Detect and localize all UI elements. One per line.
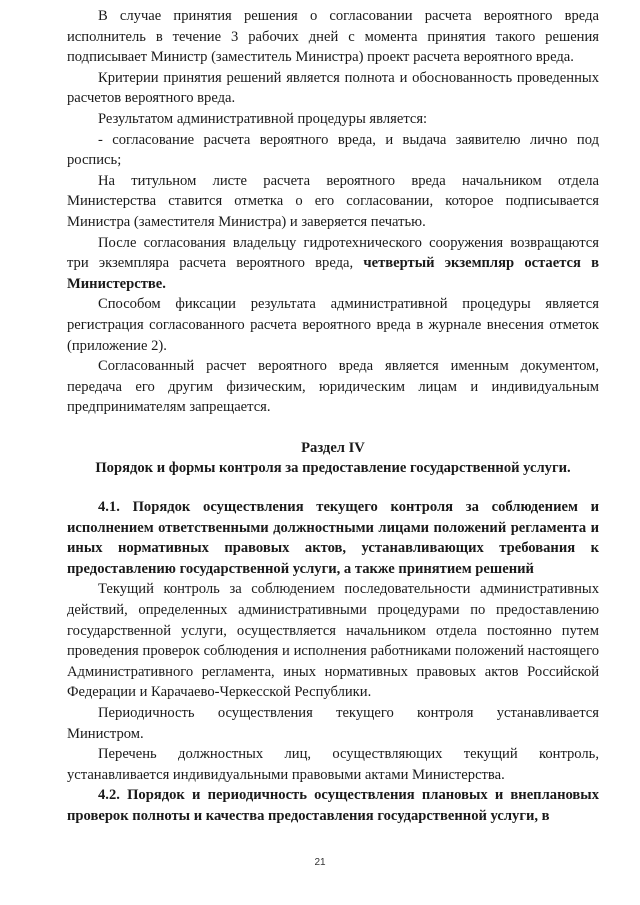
paragraph-approval-signing: В случае принятия решения о согласовании расчета вероятного вреда исполнитель в течение 3 рабочих дней с момента принятия такого решения подписывает Министр (заместитель Министра) проект расчета вероятного вреда. xyxy=(67,8,599,66)
page-number: 21 xyxy=(314,857,326,868)
paragraph-control-periodicity: Периодичность осуществления текущего контроля устанавливается Министром. xyxy=(67,705,599,742)
paragraph-copies-returned xyxy=(67,233,599,295)
paragraph-decision-criteria: Критерии принятия решений является полнота и обоснованность проведенных расчетов вероятного вреда. xyxy=(67,69,599,107)
section-title: Раздел IV xyxy=(301,439,365,456)
fourth-copy-note: четвертый экземпляр остается в Министерстве. xyxy=(67,255,599,292)
paragraph-current-control: Текущий контроль за соблюдением последовательности административных действий, определенных административными процедурами по предоставлению государственной услуги, осуществляется начальником отдела постоянно путем проведения проверок соблюдения и исполнения работниками положений настоящего Административного регламента, иных нормативных правовых актов Российской Федерации и Карачаево-Черкесской Республики. xyxy=(67,581,599,701)
paragraph-result-fixation: Способом фиксации результата административной процедуры является регистрация согласованного расчета вероятного вреда в журнале внесения отметок (приложение 2). xyxy=(67,296,599,354)
paragraph-named-document: Согласованный расчет вероятного вреда является именным документом, передача его другим физическим, юридическим лицам и индивидуальным предпринимателям запрещается. xyxy=(67,358,599,416)
paragraph-procedure-result: Результатом административной процедуры является: xyxy=(98,110,428,127)
page-content xyxy=(67,6,599,827)
subsection-4-2-heading: 4.2. Порядок и периодичность осуществления плановых и внеплановых проверок полноты и качества предоставления государственной услуги, в xyxy=(67,787,599,824)
paragraph-result-item: - согласование расчета вероятного вреда, и выдача заявителю лично под роспись; xyxy=(67,131,599,169)
section-subtitle: Порядок и формы контроля за предоставление государственной услуги. xyxy=(95,460,571,477)
paragraph-title-sheet-mark: На титульном листе расчета вероятного вреда начальником отдела Министерства ставится отметка о его согласовании, которое подписывается Министра (заместителя Министра) и заверяется печатью. xyxy=(67,172,599,230)
copies-returned-text: После согласования владельцу гидротехнического сооружения возвращаются три экземпляра расчета вероятного вреда, xyxy=(67,234,599,272)
paragraph-officials-list: Перечень должностных лиц, осуществляющих текущий контроль, устанавливается индивидуальными правовыми актами Министерства. xyxy=(67,746,599,783)
subsection-4-1-heading: 4.1. Порядок осуществления текущего контроля за соблюдением и исполнением ответственными должностными лицами положений регламента и иных нормативных правовых актов, устанавливающих требования к предоставлению государственной услуги, а также принятием решений xyxy=(67,499,599,577)
